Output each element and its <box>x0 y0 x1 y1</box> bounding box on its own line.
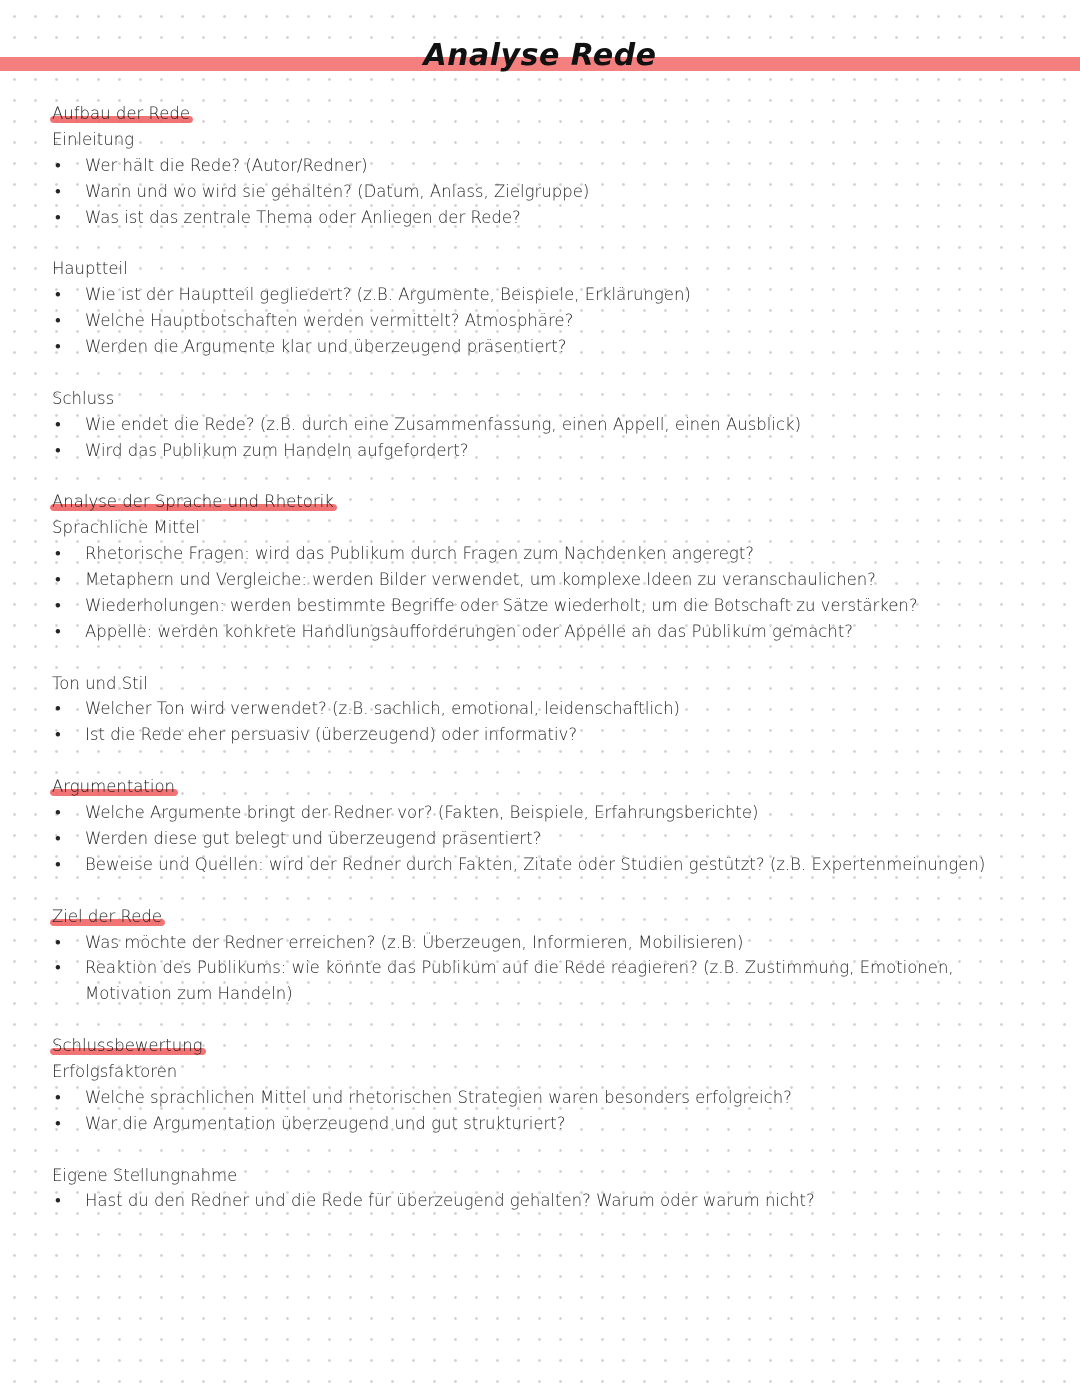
section-heading-sprache: Analyse der Sprache und Rhetorik <box>52 492 334 512</box>
list-item: • Beweise und Quellen: wird der Redner durch Fakten, Zitate oder Studien gestützt? (z.B. Expertenmeinungen) <box>55 854 986 874</box>
list-item: • Wie endet die Rede? (z.B. durch eine Zusammenfassung, einen Appell, einen Ausblick) <box>55 414 802 434</box>
list-item: • Reaktion des Publikums: wie könnte das Publikum auf die Rede reagieren? (z.B. Zustimmung, Emotionen, Motivation zum Handeln) <box>55 958 954 1004</box>
subheading-schluss: Schluss <box>52 388 115 408</box>
notes-body <box>52 101 1012 1214</box>
list-item: • Werden die Argumente klar und überzeugend präsentiert? <box>55 337 567 357</box>
subheading-eigene-stellungnahme: Eigene Stellungnahme <box>52 1165 238 1185</box>
subheading-erfolgsfaktoren: Erfolgsfaktoren <box>52 1061 178 1081</box>
list-item: • War die Argumentation überzeugend und gut strukturiert? <box>55 1113 566 1133</box>
list-item: • Welche Hauptbotschaften werden vermittelt? Atmosphäre? <box>55 311 574 331</box>
list-item: • Welche sprachlichen Mittel und rhetorischen Strategien waren besonders erfolgreich? <box>55 1087 792 1107</box>
section-heading-ziel: Ziel der Rede <box>52 906 163 926</box>
list-item: • Appelle: werden konkrete Handlungsaufforderungen oder Appelle an das Publikum gemacht? <box>55 621 854 641</box>
subheading-ton-und-stil: Ton und Stil <box>52 673 148 693</box>
list-item: • Wie ist der Hauptteil gegliedert? (z.B. Argumente, Beispiele, Erklärungen) <box>55 285 691 305</box>
list-item: • Wer hält die Rede? (Autor/Redner) <box>55 155 368 175</box>
section-heading-aufbau: Aufbau der Rede <box>52 104 190 123</box>
subheading-einleitung: Einleitung <box>52 129 135 149</box>
list-item: • Metaphern und Vergleiche: werden Bilder verwendet, um komplexe Ideen zu veranschaulichen? <box>55 570 876 590</box>
section-heading-schlussbewertung: Schlussbewertung <box>52 1036 203 1056</box>
list-item: • Hast du den Redner und die Rede für überzeugend gehalten? Warum oder warum nicht? <box>55 1191 815 1211</box>
list-item: • Wann und wo wird sie gehalten? (Datum, Anlass, Zielgruppe) <box>55 181 590 201</box>
list-item: • Wird das Publikum zum Handeln aufgefordert? <box>55 440 469 460</box>
subheading-sprachliche-mittel: Sprachliche Mittel <box>52 518 200 538</box>
list-item: • Rhetorische Fragen: wird das Publikum durch Fragen zum Nachdenken angeregt? <box>55 544 755 564</box>
list-item: • Welche Argumente bringt der Redner vor? (Fakten, Beispiele, Erfahrungsberichte) <box>55 803 759 823</box>
section-heading-argumentation: Argumentation <box>52 777 176 797</box>
page-title: Analyse Rede <box>423 38 657 73</box>
list-item: • Was ist das zentrale Thema oder Anliegen der Rede? <box>55 207 521 227</box>
list-item: • Ist die Rede eher persuasiv (überzeugend) oder informativ? <box>55 725 578 745</box>
list-item: • Welcher Ton wird verwendet? (z.B. sachlich, emotional, leidenschaftlich) <box>55 699 680 719</box>
list-item: • Werden diese gut belegt und überzeugend präsentiert? <box>55 828 542 848</box>
list-item: • Was möchte der Redner erreichen? (z.B. Überzeugen, Informieren, Mobilisieren) <box>55 932 744 952</box>
list-item: • Wiederholungen: werden bestimmte Begriffe oder Sätze wiederholt, um die Botschaft zu verstärken? <box>55 595 918 615</box>
subheading-hauptteil: Hauptteil <box>52 259 128 279</box>
